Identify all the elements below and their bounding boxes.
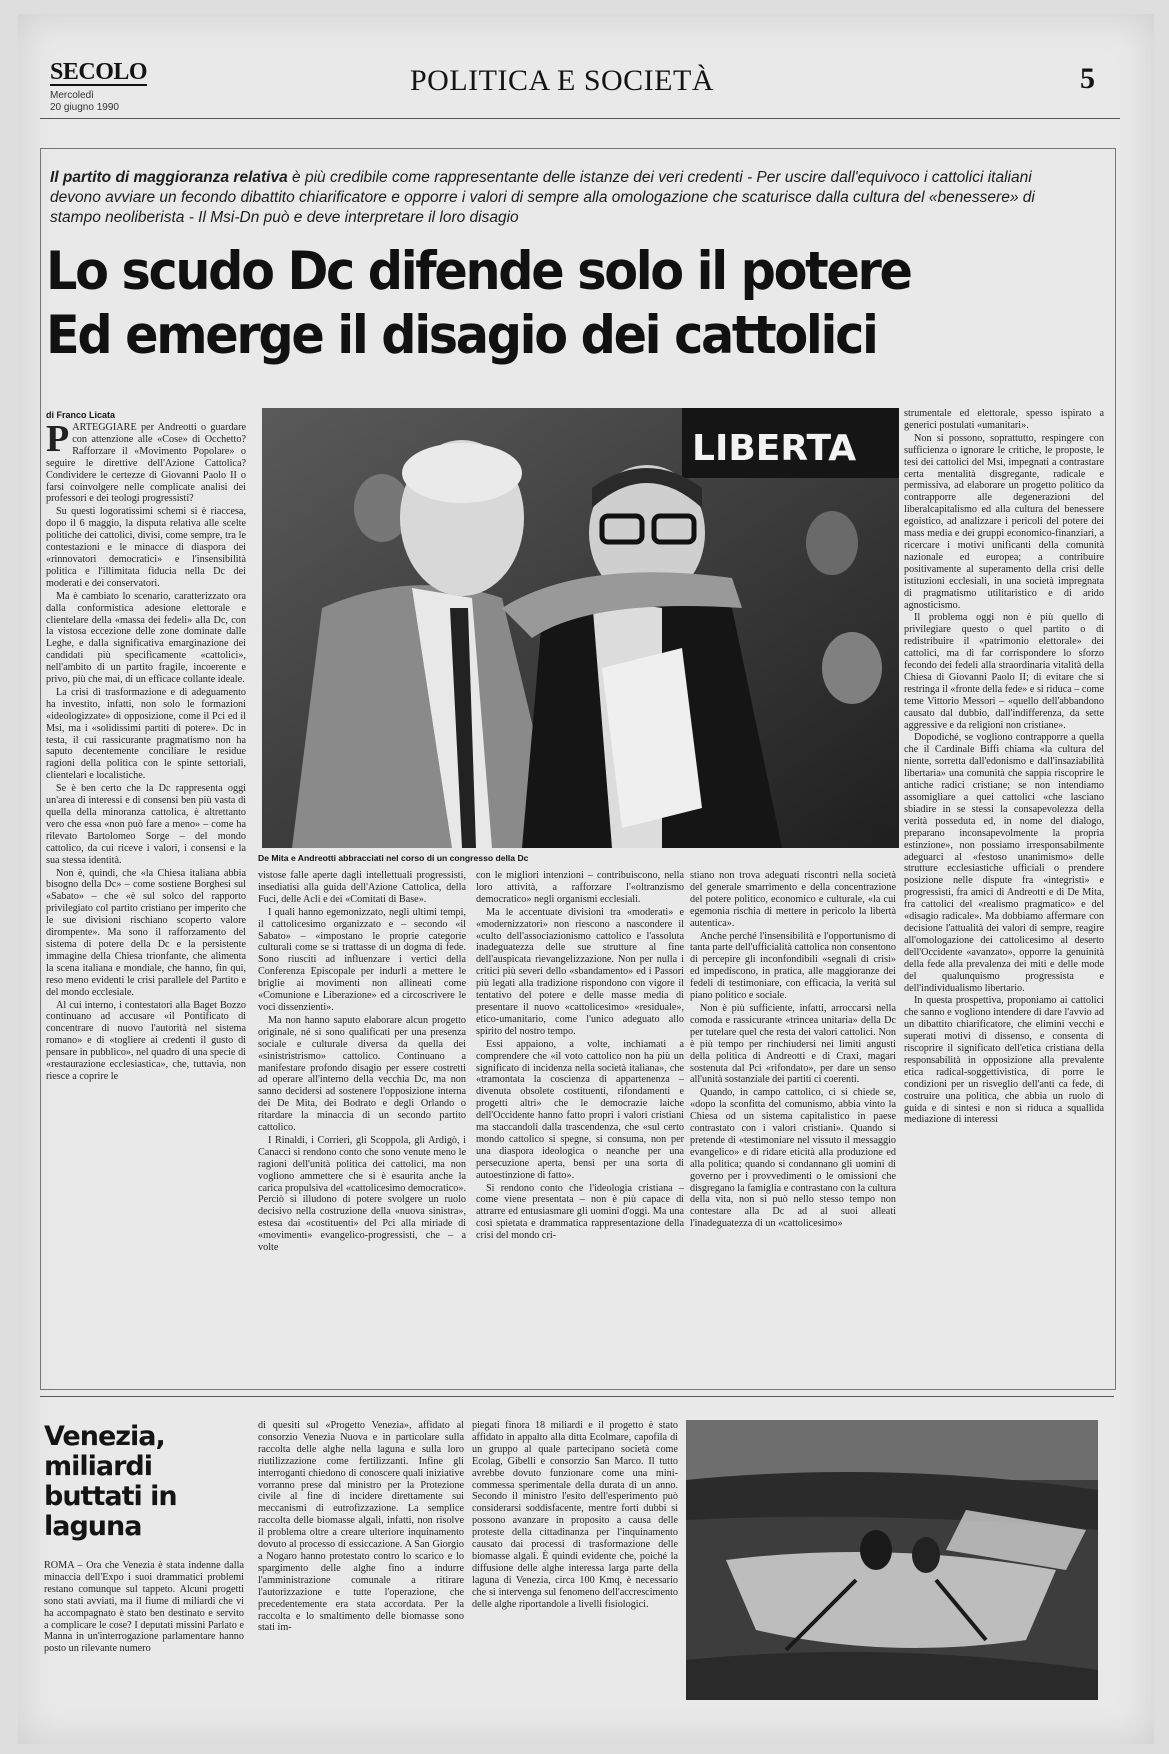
paragraph: Non è più sufficiente, infatti, arroccarsi nella comoda e rassicurante «trincea unitaria» della Dc per tutelare quel che resta dei valori cattolici. Non è più tempo per rinchiudersi nei limiti angusti della politica di Andreotti e di Craxi, magari sostenuta dal Pci «rifondato», per dare un senso all'unità sostanziale dei partiti ci coerenti. <box>690 1002 896 1086</box>
photo-banner-text: LIBERTA <box>692 428 857 469</box>
venezia-column-3 <box>472 1420 678 1710</box>
masthead-rule <box>40 118 1120 119</box>
article-column-1 <box>46 422 246 1388</box>
photo-caption: De Mita e Andreotti abbracciati nel corso di un congresso della Dc <box>258 853 529 863</box>
section-divider <box>40 1396 1114 1397</box>
article-column-3 <box>476 870 684 1390</box>
headline-line-2: Ed emerge il disagio dei cattolici <box>46 305 877 366</box>
paragraph: piegati finora 18 miliardi e il progetto è stato affidato in appalto alla ditta Ecolmare, capofila di un gruppo al quale partecipano società come Ecolag, Gibelli e consorzio San Marco. Il tutto avrebbe dovuto funzionare come una mini-commessa sperimentale della durata di un anno. Secondo il ministro l'esito dell'esperimento può considerarsi soddisfacente, mentre forti dubbi si possono avanzare in proposito a causa delle proteste della cittadinanza per l'inquinamento causato dai processi di trasformazione delle biomasse algali. È quindi evidente che, poiché la diffusione delle alghe interessa larga parte della laguna di Venezia, circa 100 Kmq, è necessario che si intervenga sul fenomeno dell'accrescimento delle alghe riportandole a livelli fisiologici. <box>472 1420 678 1610</box>
kicker-lead: Il partito di maggioranza relativa <box>50 169 288 186</box>
paragraph: Non è, quindi, che «la Chiesa italiana abbia bisogno della Dc» – come sostiene Borghesi sul «Sabato» – che «è sul solco del rapporto privilegiato col partito cristiano per imperito che le sue divisioni rischiano scoperto valore dirompente». Ma sono il rafforzamento del sistema di potere della Dc e la persistente immagine della Chiesa trionfante, che alimenta la scena italiana e mondiale, che hanno, fin qui, reso meno evidenti le crisi parallele del Partito e del mondo ecclesiale. <box>46 867 246 998</box>
paragraph: I quali hanno egemonizzato, negli ultimi tempi, il cattolicesimo organizzato e – secondo «il Sabato» – «impostano le proprie categorie culturali come se si trattasse di un dogma di fede. Sono riusciti ad influenzare i vertici della Conferenza Episcopale per indurli a mettere le briglie ai movimenti non allineati come «Comunione e Liberazione» ed a circoscrivere le voci dissenzienti». <box>258 906 466 1013</box>
venezia-column-1 <box>44 1560 244 1710</box>
newspaper-logo: SECOLO <box>50 59 148 85</box>
headline-line-1: Lo scudo Dc difende solo il potere <box>46 241 911 302</box>
paragraph: Se è ben certo che la Dc rappresenta oggi un'area di interessi e di consensi ben più vasta di quella della minoranza cattolica, è altrettanto vero che essa «non può fare a meno» – come ha rilevato Bartolomeo Sorge – del mondo cattolico, da cui riceve i valori, i consensi e la sua stessa identità. <box>46 783 246 866</box>
venezia-column-2 <box>258 1420 464 1710</box>
drop-cap: P <box>46 422 70 460</box>
weekday: Mercoledì <box>50 90 94 101</box>
paragraph: Non si possono, soprattutto, respingere con sufficienza o ignorare le critiche, le proposte, le tesi dei cattolici del Msi, impegnati a contrastare certa mentalità disgregante, radicale e permissiva, ad elaborare un progetto politico da contrapporre alle degenerazioni del liberalcapitalismo ed alla cultura del benessere egoistico, ad analizzare i pericoli del potere dei mass media e dei gruppi economico-finanziari, a ricercare i motivi unificanti della comunità nazionale ed europea; a contribuire positivamente al superamento della crisi delle istituzioni ecclesiali, in una società impregnata di pragmatismo utilitaristico e di arido agnosticismo. <box>904 432 1104 611</box>
photo-illustration <box>262 408 899 848</box>
article-headline <box>46 240 1023 368</box>
paragraph: con le migliori intenzioni – contribuiscono, nella loro attività, a rafforzare l'«oltranzismo democratico» negli organismi ecclesiali. <box>476 870 684 905</box>
paragraph: vistose falle aperte dagli intellettuali progressisti, insediatisi alla guida dell'Azione Cattolica, della Fuci, delle Acli e dei «Comitati di Base». <box>258 870 466 905</box>
article-kicker <box>50 168 1050 228</box>
paragraph: Il problema oggi non è più quello di privilegiare questo o quel partito o di redistribuire il «patrimonio elettorale» dei cattolici, ma di far corrispondere lo sforzo fecondo dei fedeli alla straordinaria vitalità della Chiesa di Giovanni Paolo II; di evitare che si restringa il «fronte della fede» e si riduca – come teme Vittorio Messori – «quello dell'abbandono causato dal dubbio, dall'indifferenza, da sette aggressive e da religioni non cristiane». <box>904 612 1104 731</box>
paragraph: Ma le accentuate divisioni tra «moderati» e «modernizzatori» non riescono a nascondere il «culto dell'associazionismo cattolico e l'assoluta inadeguatezza delle sue strutture al fine dell'auspicata rievangelizzazione. Non per nulla i critici più severi dello «sbandamento» ed i Passori più legati alla tradizione rispondono con vigore il tentativo del potere e delle masse media di presentare il nuovo «cattolicesimo» «residuale», etico-umanitario, come l'unico adeguato allo spirito del nostro tempo. <box>476 906 684 1037</box>
paragraph: Essi appaiono, a volte, inchiamati a comprendere che «il voto cattolico non ha più un significato di incidenza nella società italiana», che «tramontata la coscienza di appartenenza – divenuta obsolete costituenti, rifondamenti e progetti altri» che le democrazie laiche dell'Occidente hanno fatto propri i valori cristiani ma staccandoli dalla trascendenza, che «sul certo mondo cattolico si spegne, si consuma, non per una diaspora ideologica o neanche per una persecuzione aperta, bensì per una sorta di autoestinzione di fatto». <box>476 1038 684 1181</box>
page-number: 5 <box>1080 62 1095 95</box>
article-photo <box>262 408 899 848</box>
paragraph: Si rendono conto che l'ideologia cristiana – come viene presentata – non è più capace di attrarre ed entusiasmare gli uomini d'oggi. Ma una così spietata e drammatica rappresentazione della crisi del mondo cri- <box>476 1182 684 1242</box>
dateline <box>50 90 119 114</box>
lagoon-boat-illustration <box>686 1420 1098 1700</box>
paragraph: Su questi logoratissimi schemi si è riaccesa, dopo il 6 maggio, la disputa relativa alle scelte politiche dei cattolici, divisi, come sempre, tra le contestazioni e le minacce di diaspora dei «rinnovatori democratici» e l'insensibilità politica e l'illimitata fiducia nella Dc dei moderati e dei conservatori. <box>46 506 246 589</box>
section-title: POLITICA E SOCIETÀ <box>410 64 714 97</box>
article-column-2 <box>258 870 466 1390</box>
venezia-photo <box>686 1420 1098 1700</box>
venezia-headline: Venezia, miliardi buttati in laguna <box>44 1421 177 1542</box>
paragraph: ROMA – Ora che Venezia è stata indenne dalla minaccia dell'Expo i suoi drammatici problemi restano comunque sul tappeto. Alcuni progetti sono stati avviati, ma il fiume di miliardi che vi ha accompagnato è stato ben destinato e servito a complicare le cose? I deputati missini Parlato e Manna in un'interrogazione parlamentare hanno posto un rilevante numero <box>44 1560 244 1655</box>
article-column-4 <box>690 870 896 1390</box>
paragraph: Quando, in campo cattolico, ci si chiede se, «dopo la sconfitta del comunismo, abbia vinto la Chiesa od un sistema capitalistico in paese contrastato con i valori cristiani». Quando si pretende di «testimoniare nel vissuto il messaggio evangelico» e di ridare eticità alla produzione ed alla politica; quando si condannano gli uomini di governo per i provvedimenti o le omissioni che disgregano la famiglia e contrastano con la cultura della vita, non si può nello stesso tempo non contestare alla Dc ad al suoi alleati l'inadeguatezza di un «cattolicesimo» <box>690 1087 896 1230</box>
paragraph: Dopodiché, se vogliono contrapporre a quella che il Cardinale Biffi chiama «la cultura del niente, sorretta dall'edonismo e dall'insaziabilità libertaria» una comunità che sappia riscoprire le antiche radici cristiane; se non intendiamo assomigliare a quei cattolici «che lasciano sbiadire in se stessi la consapevolezza della verità posseduta ed, in nome del dialogo, preparano inconsapevolmente la propria estinzione», non possiamo irresponsabilmente adeguarci al «festoso unanimismo» delle strutture ecclesiastiche ufficiali o prendere posizione nelle dispute fra «integristi» e progressisti, fra amici di Andreotti e di De Mita, fra cattolici del «realismo pragmatico» e del «disagio radicale». Ma dobbiamo affermare con decisione l'attualità dei valori di sempre, reagire all'omologazione dei cattolicesimo al deserto dell'Occidente «avanzato», opporre la genuinità della fede alla prevalenza dei miti e delle mode del qualunquismo progressista e dell'individualismo libertario. <box>904 732 1104 994</box>
paragraph: Ma non hanno saputo elaborare alcun progetto originale, né si sono qualificati per una presenza sociale e culturale diversa da quella dei «sinistristrismo» cattolico. Continuano a manifestare profondo disagio per essere costretti ad operare all'interno della vecchia Dc, ma non sanno decidersi ad sostenere l'opposizione interna dei De Mita, dei Bodrato e degli Orlando o ritardare la minaccia di un secondo partito cattolico. <box>258 1014 466 1134</box>
article-column-5 <box>904 408 1104 1390</box>
kicker-text: è più credibile come rappresentante delle istanze dei veri credenti - Per uscire dall'equivoco i cattolici italiani devono avviare un fecondo dibattito chiarificatore e opporre i valori di sempre alla omologazione che scaturisce dalla cultura del «benessere» di stampo neoliberista - Il Msi-Dn può e deve interpretare il loro disagio <box>50 169 1035 226</box>
paragraph: Ma è cambiato lo scenario, caratterizzato ora dalla conformistica adesione elettorale e clientelare della «massa dei fedeli» alla Dc, con la vistosa eccezione delle zone dominate dalle Leghe, e dalla significativa emarginazione dei candidati più specificamente «cattolici», nell'ambito di un partito fragile, incoerente e privo, più che mai, di un efficace collante ideale. <box>46 590 246 686</box>
paragraph: stiano non trova adeguati riscontri nella società del generale smarrimento e della concentrazione del potere politico, economico e culturale, «la cui egemonia rischia di mettere in pericolo la libertà autentica». <box>690 870 896 929</box>
paragraph: di quesiti sul «Progetto Venezia», affidato al consorzio Venezia Nuova e in particolare sulla raccolta delle alghe nella laguna e sulla loro riutilizzazione come fertilizzanti. Infine gli interroganti chiedono di conoscere quali iniziative vorranno prese dal ministro per la Protezione civile al fine di incidere direttamente sui meccanismi di eutrofizzazione. La semplice raccolta delle biomasse algali, infatti, non risolve il problema oltre a creare ulteriore inquinamento dovuto al processo di essiccazione. A San Giorgio a Nogaro hanno protestato contro lo scarico e lo spargimento delle alghe fino a indurre l'amministrazione comunale a ritirare l'autorizzazione e tutte l'operazione, che precedentemente era stata accordata. Per la raccolta e lo smaltimento delle biomasse sono stati im- <box>258 1420 464 1634</box>
paragraph: La crisi di trasformazione e di adeguamento ha investito, infatti, non solo le formazioni «ideologizzate» di opposizione, come il Pci ed il Msi, ma i «solidissimi partiti di potere». Dc in testa, il cui rassicurante pragmatismo non ha saputo decentemente conciliare le residue ragioni della politica con le spinte settoriali, clientelari e localistiche. <box>46 686 246 782</box>
byline: di Franco Licata <box>46 410 116 420</box>
paragraph: Anche perché l'insensibilità e l'opportunismo di tanta parte dell'ufficialità cattolica non consentono di percepire gli inconfondibili «segnali di crisi» ed impediscono, in pratica, alle maggioranze dei fedeli di testimoniare, con efficacia, la verità sul piano politico e sociale. <box>690 930 896 1002</box>
paragraph: In questa prospettiva, proponiamo ai cattolici che sanno e vogliono intendere di dare l'avvio ad un dibattito chiarificatore, che elimini vecchi e superati motivi di dissenso, e consenta di riscoprire il significato dell'etica cristiana della responsabilità in opposizione alla prevalente etica radical-soggettivistica, di porre le condizioni per un risveglio dell'anti ca fede, di costruire una politica, che abbia un ruolo di guida e di sintesi e non si riduca a squallida mediazione di interessi <box>904 995 1104 1126</box>
paragraph: ARTEGGIARE per Andreotti o guardare con attenzione alle «Cose» di Occhetto? Rafforzare il «Movimento Popolare» o seguire le direttive dell'Azione Cattolica? Condividere le certezze di Giovanni Paolo II o farsi coinvolgere nelle complicate analisi dei professori e dei teologi progressisti? <box>46 422 246 505</box>
paragraph: I Rinaldi, i Corrieri, gli Scoppola, gli Ardigò, i Canacci si rendono conto che sono venute meno le ragioni dell'unità politica dei cattolici, ma non vogliono ammettere che si è esaurita anche la carica propulsiva del «cattolicesimo democratico». Perciò si illudono di potere svolgere un ruolo decisivo nella costruzione della «nuova sinistra», estesa dai «costituenti» del Pci alla miriade di «movimenti» evangelico-progressisti, che – a volte <box>258 1134 466 1254</box>
paragraph: strumentale ed elettorale, spesso ispirato a generici postulati «umanitari». <box>904 408 1104 431</box>
paragraph: Al cui interno, i contestatori alla Baget Bozzo continuano ad accusare «il Pontificato di concentrare di nuovo l'autorità nel sistema romano» e di «togliere ai credenti il gusto di pensare in pubblico», nel quadro di una specie di «restaurazione ecclesiastica», che, tuttavia, non riesce a coprire le <box>46 999 246 1082</box>
issue-date: 20 giugno 1990 <box>50 102 119 113</box>
